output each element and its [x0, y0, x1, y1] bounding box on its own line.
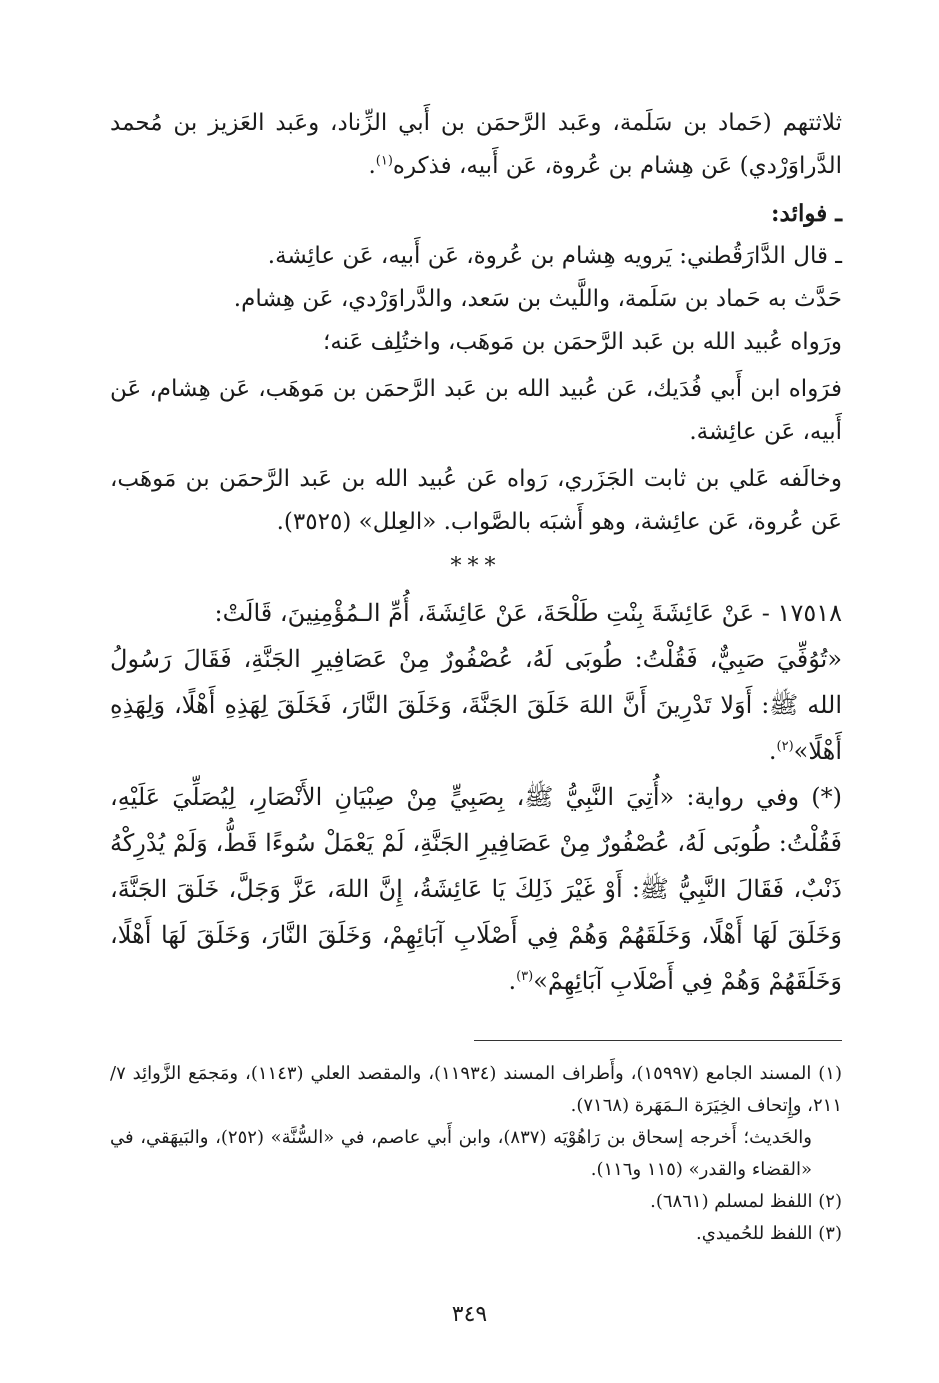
intro-text: ثلاثتهم (حَماد بن سَلَمة، وعَبد الرَّحمَن بن أَبي الزِّناد، وعَبد العَزيز بن مُحمد الدَّراوَرْدي) عَن هِشام بن عُروة، عَن أَبيه، فذكره	[110, 110, 842, 179]
intro-end: .	[368, 153, 376, 179]
footnote-2: (٢) اللفظ لمسلم (٦٨٦١).	[650, 1191, 842, 1212]
footnote-1-continuation: والحَديث؛ أَخرجه إسحاق بن رَاهُوْيَه (٨٣٧)، وابن أَبي عاصم، في «السُّنَّة» (٢٥٢)، والبَيهَقي، في «القضاء والقدر» (١١٥ و١١٦).	[110, 1127, 812, 1180]
riwaya-text	[110, 774, 842, 1004]
riwaya-body: (*) وفي رواية: «أُتِيَ النَّبِيُّ ﷺ، بِصَبِيٍّ مِنْ صِبْيَانِ الأَنْصَارِ، لِيُصَلِّيَ عَلَيْهِ، فَقُلْتُ: طُوبَى لَهُ، عُصْفُورٌ مِنْ عَصَافِيرِ الجَنَّةِ، لَمْ يَعْمَلْ سُوءًا قَطُّ، وَلَمْ يُدْرِكْهُ ذَنْبٌ، فَقَالَ النَّبِيُّ ﷺ: أَوْ غَيْرَ ذَلِكَ يَا عَائِشَةُ، إِنَّ اللهَ، عَزَّ وَجَلَّ، خَلَقَ الجَنَّةَ، وَخَلَقَ لَهَا أَهْلًا، وَخَلَقَهُمْ وَهُمْ فِي أَصْلَابِ آبَائِهِمْ، وَخَلَقَ النَّارَ، وَخَلَقَ لَهَا أَهْلًا، وَخَلَقَهُمْ وَهُمْ فِي أَصْلَابِ آبَائِهِمْ»	[110, 783, 842, 995]
riwaya-end: .	[508, 967, 517, 995]
footnote-ref-2[interactable]: (٢)	[776, 739, 794, 754]
hadith-text	[110, 636, 842, 774]
page-number: ٣٤٩	[451, 1302, 488, 1327]
intro-paragraph	[110, 102, 842, 188]
fawaid-line-3: ورَواه عُبيد الله بن عَبد الرَّحمَن بن مَوهَب، واختُلِف عَنه؛	[323, 329, 842, 355]
fawaid-line-4: فرَواه ابن أَبي فُدَيك، عَن عُبيد الله بن عَبد الرَّحمَن بن مَوهَب، عَن هِشام، عَن أَبيه، عَن عائِشة.	[110, 376, 842, 445]
main-text	[110, 102, 842, 1004]
fawaid-line-2: حَدَّث به حَماد بن سَلَمة، واللَّيث بن سَعد، والدَّراوَرْدي، عَن هِشام.	[233, 286, 842, 312]
fawaid-line-5: وخالَفه عَلي بن ثابت الجَزَري، رَواه عَن عُبيد الله بن عَبد الرَّحمَن بن مَوهَب، عَن عُروة، عَن عائِشة، وهو أَشبَه بالصَّواب. «العِلل» (٣٥٢٥).	[110, 466, 842, 535]
hadith-end: .	[768, 737, 777, 765]
hadith-body: «تُوُفِّيَ صَبِيٌّ، فَقُلْتُ: طُوبَى لَهُ، عُصْفُورٌ مِنْ عَصَافِيرِ الجَنَّةِ، فَقَالَ رَسُولُ الله ﷺ: أَوَلا تَدْرِينَ أَنَّ اللهَ خَلَقَ الجَنَّةَ، وَخَلَقَ النَّارَ، فَخَلَقَ لِهَذِهِ أَهْلًا، وَلِهَذِهِ أَهْلًا»	[110, 645, 843, 765]
footnote-ref-3[interactable]: (٣)	[516, 969, 534, 984]
fawaid-heading: ـ فوائد:	[771, 200, 842, 227]
hadith-header: ١٧٥١٨ - عَنْ عَائِشَةَ بِنْتِ طَلْحَةَ، عَنْ عَائِشَةَ، أُمِّ الـمُؤْمِنِينَ، قَالَتْ:	[214, 599, 842, 627]
section-separator: ***	[450, 554, 502, 579]
footnote-ref-1[interactable]: (١)	[375, 153, 393, 169]
footnote-3: (٣) اللفظ للحُميدي.	[696, 1223, 842, 1244]
fawaid-line-1: ـ قال الدَّارَقُطني: يَرويه هِشام بن عُروة، عَن أَبيه، عَن عائِشة.	[267, 243, 842, 269]
footnotes	[110, 1058, 842, 1250]
footnote-1: (١) المسند الجامع (١٥٩٩٧)، وأَطراف المسند (١١٩٣٤)، والمقصد العلي (١١٤٣)، ومَجمَع الزَّوائِد ٧/ ٢١١، وإِتحاف الخِيَرَة الـمَهَرة (٧١٦٨).	[110, 1063, 842, 1116]
footnote-divider	[474, 1040, 842, 1041]
